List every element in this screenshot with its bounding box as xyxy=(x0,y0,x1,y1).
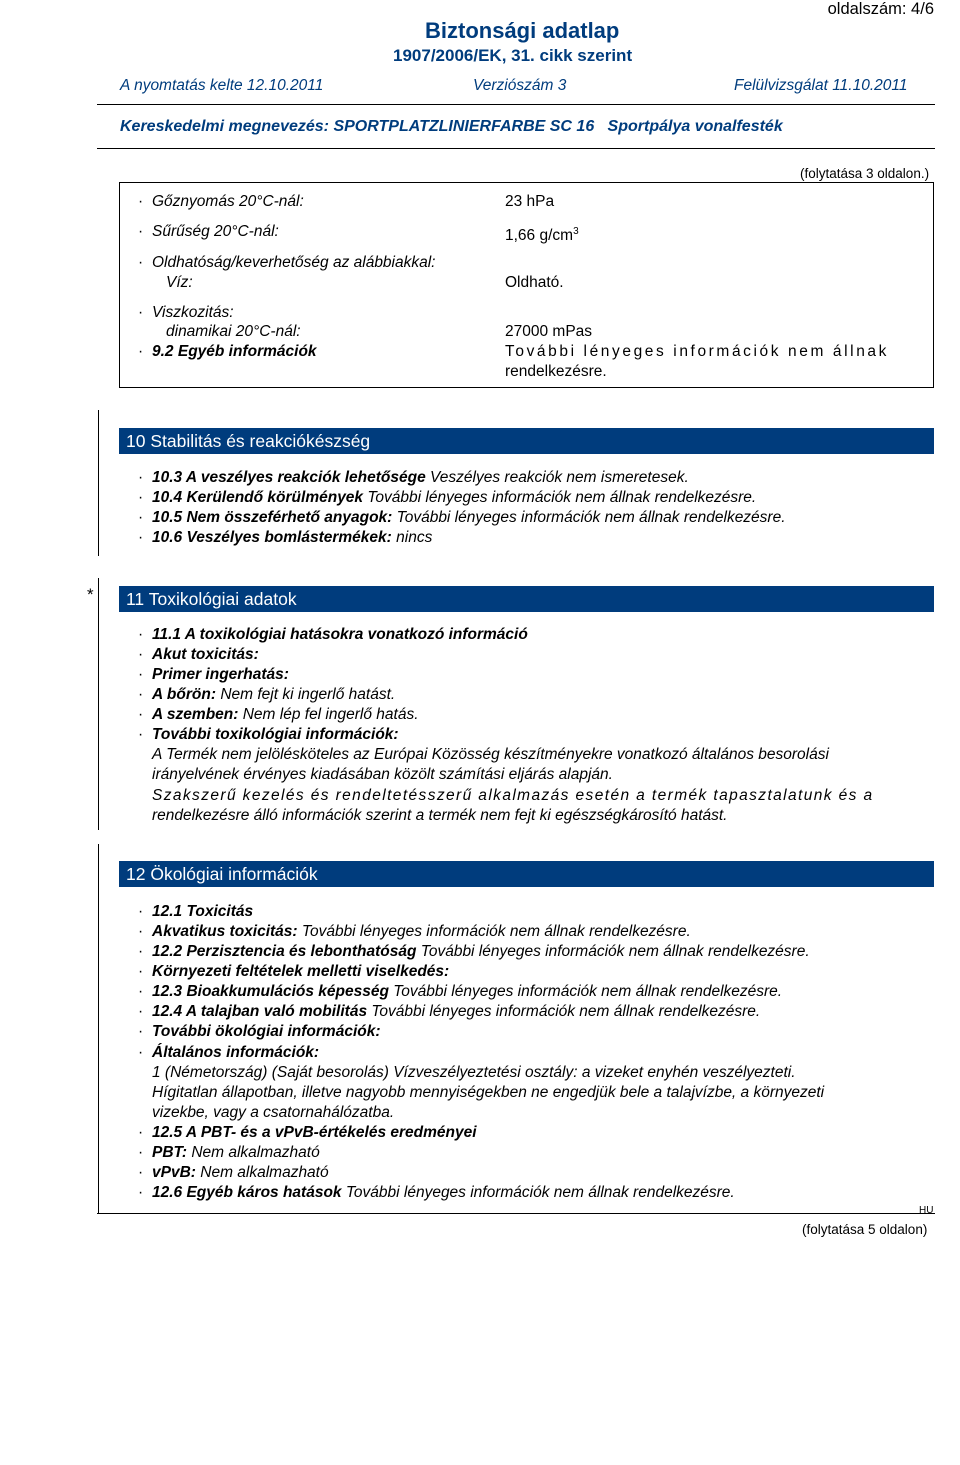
s10-l2-label: 10.4 Kerülendő körülmények xyxy=(152,489,364,506)
language-code: HU xyxy=(919,1205,934,1216)
s12-l12-value: További lényeges információk nem állnak rendelkezésre. xyxy=(345,1184,735,1201)
vapor-pressure-value: 23 hPa xyxy=(505,193,555,210)
section12-line-11: · vPvB: Nem alkalmazható xyxy=(138,1164,329,1181)
s12-l10-label: PBT: xyxy=(152,1144,188,1161)
s12-general-line3: vizekbe, vagy a csatornahálózatba. xyxy=(152,1104,395,1121)
density-label: Sűrűség 20°C-nál: xyxy=(152,223,279,240)
s12-l9: 12.5 A PBT- és a vPvB-értékelés eredményei xyxy=(152,1124,477,1141)
viscosity-row: · Viszkozitás: xyxy=(138,304,234,321)
s11-l4-value: Nem fejt ki ingerlő hatást. xyxy=(220,686,396,703)
other-info-row: · 9.2 Egyéb információk xyxy=(138,343,317,360)
s11-para2-line1: Szakszerű kezelés és rendeltetésszerű alkalmazás esetén a termék tapasztalatunk és a xyxy=(152,787,874,804)
s12-l4: Környezeti feltételek melletti viselkedés: xyxy=(152,963,450,980)
dynamic-viscosity-value: 27000 mPas xyxy=(505,323,593,340)
s12-l11-label: vPvB: xyxy=(152,1164,196,1181)
header-divider xyxy=(97,104,935,105)
other-info-value-1: További lényeges információk nem állnak xyxy=(505,343,889,360)
trade-name: Kereskedelmi megnevezés: SPORTPLATZLINIERFARBE SC 16 Sportpálya vonalfesték xyxy=(120,118,783,135)
section11-line-1: · 11.1 A toxikológiai hatásokra vonatkozó információ xyxy=(138,626,528,643)
footer-divider xyxy=(97,1213,935,1214)
s10-l4-value: nincs xyxy=(396,529,433,546)
version: Verziószám 3 xyxy=(473,77,567,94)
document-title: Biztonsági adatlap xyxy=(425,18,620,43)
trade-name-divider xyxy=(97,148,935,149)
s11-l4-label: A bőrön: xyxy=(152,686,216,703)
s12-l5-value: További lényeges információk nem állnak rendelkezésre. xyxy=(393,983,783,1000)
s12-l11-value: Nem alkalmazható xyxy=(200,1164,329,1181)
section10-margin-line xyxy=(98,410,99,556)
s12-l5-label: 12.3 Bioakkumulációs képesség xyxy=(152,983,389,1000)
s11-l3: Primer ingerhatás: xyxy=(152,666,289,683)
s10-l3-value: További lényeges információk nem állnak rendelkezésre. xyxy=(396,509,786,526)
section12-line-6: · 12.4 A talajban való mobilitás További lényeges információk nem állnak rendelkezésre. xyxy=(138,1003,761,1020)
section11-line-4: · A bőrön: Nem fejt ki ingerlő hatást. xyxy=(138,686,396,703)
water-label: Víz: xyxy=(166,274,193,291)
revision-marker: * xyxy=(87,585,94,604)
s12-general-line1: 1 (Németország) (Saját besorolás) Vízveszélyeztetési osztály: a vizeket enyhén veszélyezteti. xyxy=(152,1064,796,1081)
section12-line-10: · PBT: Nem alkalmazható xyxy=(138,1144,320,1161)
solubility-label: Oldhatóság/keverhetőség az alábbiakkal: xyxy=(152,254,436,271)
s10-l3-label: 10.5 Nem összeférhető anyagok: xyxy=(152,509,393,526)
section11-line-2: · Akut toxicitás: xyxy=(138,646,259,663)
section12-line-9: · 12.5 A PBT- és a vPvB-értékelés eredményei xyxy=(138,1124,477,1141)
density-row: · Sűrűség 20°C-nál: xyxy=(138,223,279,240)
s12-l3-label: 12.2 Perzisztencia és lebonthatóság xyxy=(152,943,417,960)
s12-l8: Általános információk: xyxy=(152,1044,320,1061)
water-value: Oldható. xyxy=(505,274,564,291)
s12-l3-value: További lényeges információk nem állnak rendelkezésre. xyxy=(420,943,810,960)
section11-line-3: · Primer ingerhatás: xyxy=(138,666,289,683)
print-date: A nyomtatás kelte 12.10.2011 xyxy=(120,77,324,94)
section12-line-2: · Akvatikus toxicitás: További lényeges információk nem állnak rendelkezésre. xyxy=(138,923,691,940)
viscosity-label: Viszkozitás: xyxy=(152,304,234,321)
s11-l2: Akut toxicitás: xyxy=(152,646,259,663)
s12-l7: További ökológiai információk: xyxy=(152,1023,381,1040)
s10-l2-value: További lényeges információk nem állnak rendelkezésre. xyxy=(367,489,757,506)
revision-date: Felülvizsgálat 11.10.2011 xyxy=(734,77,908,94)
section12-line-1: · 12.1 Toxicitás xyxy=(138,903,254,920)
s11-para1-line2: irányelvének érvényes kiadásában közölt számítási eljárás alapján. xyxy=(152,766,613,783)
section10-line-2: · 10.4 Kerülendő körülmények További lényeges információk nem állnak rendelkezésre. xyxy=(138,489,757,506)
other-info-label: 9.2 Egyéb információk xyxy=(152,343,317,360)
section12-line-7: · További ökológiai információk: xyxy=(138,1023,381,1040)
section12-margin-line xyxy=(98,844,99,1214)
s11-l5-label: A szemben: xyxy=(152,706,239,723)
section10-line-1: · 10.3 A veszélyes reakciók lehetősége Veszélyes reakciók nem ismeretesek. xyxy=(138,469,689,486)
s11-para2-line2: rendelkezésre álló információk szerint a termék nem fejt ki egészségkárosító hatást. xyxy=(152,807,728,824)
section12-line-5: · 12.3 Bioakkumulációs képesség További lényeges információk nem állnak rendelkezésre. xyxy=(138,983,783,1000)
s12-l2-label: Akvatikus toxicitás: xyxy=(152,923,298,940)
s11-l5-value: Nem lép fel ingerlő hatás. xyxy=(242,706,419,723)
section12-line-4: · Környezeti feltételek melletti viselkedés: xyxy=(138,963,450,980)
s12-l6-value: További lényeges információk nem állnak rendelkezésre. xyxy=(371,1003,761,1020)
section12-line-12: · 12.6 Egyéb káros hatások További lényeges információk nem állnak rendelkezésre. xyxy=(138,1184,735,1201)
continues-on: (folytatása 5 oldalon) xyxy=(802,1222,928,1237)
density-number: 1,66 g/cm xyxy=(505,227,574,245)
density-exponent: 3 xyxy=(573,226,579,237)
section12-heading: 12 Ökológiai információk xyxy=(119,861,934,887)
s10-l1-label: 10.3 A veszélyes reakciók lehetősége xyxy=(152,469,426,486)
s12-l12-label: 12.6 Egyéb káros hatások xyxy=(152,1184,342,1201)
s11-l1: 11.1 A toxikológiai hatásokra vonatkozó információ xyxy=(152,626,528,643)
s10-l1-value: Veszélyes reakciók nem ismeretesek. xyxy=(430,469,689,486)
section12-line-3: · 12.2 Perzisztencia és lebonthatóság További lényeges információk nem állnak rendelkezésre. xyxy=(138,943,810,960)
s12-l10-value: Nem alkalmazható xyxy=(191,1144,320,1161)
section10-line-3: · 10.5 Nem összeférhető anyagok: További lényeges információk nem állnak rendelkezésre. xyxy=(138,509,786,526)
section11-margin-line xyxy=(98,578,99,830)
s12-l1: 12.1 Toxicitás xyxy=(152,903,254,920)
density-value xyxy=(505,222,579,246)
document-subtitle: 1907/2006/EK, 31. cikk szerint xyxy=(393,46,633,65)
s11-l6: További toxikológiai információk: xyxy=(152,726,399,743)
page-number: oldalszám: 4/6 xyxy=(827,0,934,18)
s12-general-line2: Hígitatlan állapotban, illetve nagyobb mennyiségekben ne engedjük bele a talajvízbe, a környezeti xyxy=(152,1084,825,1101)
section10-heading: 10 Stabilitás és reakciókészség xyxy=(119,428,934,454)
section11-line-5: · A szemben: Nem lép fel ingerlő hatás. xyxy=(138,706,419,723)
section11-line-6: · További toxikológiai információk: xyxy=(138,726,399,743)
continued-from: (folytatása 3 oldalon.) xyxy=(800,166,930,181)
s12-l6-label: 12.4 A talajban való mobilitás xyxy=(152,1003,368,1020)
dynamic-viscosity-label: dinamikai 20°C-nál: xyxy=(166,323,301,340)
s10-l4-label: 10.6 Veszélyes bomlástermékek: xyxy=(152,529,392,546)
vapor-pressure-row: · Gőznyomás 20°C-nál: xyxy=(138,193,304,210)
section11-heading: 11 Toxikológiai adatok xyxy=(119,586,934,612)
s11-para1-line1: A Termék nem jelölésköteles az Európai Közösség készítményekre vonatkozó általános besorolási xyxy=(152,746,829,763)
solubility-row: · Oldhatóság/keverhetőség az alábbiakkal: xyxy=(138,254,436,271)
vapor-pressure-label: Gőznyomás 20°C-nál: xyxy=(152,193,304,210)
section10-line-4: · 10.6 Veszélyes bomlástermékek: nincs xyxy=(138,529,433,546)
other-info-value-2: rendelkezésre. xyxy=(505,363,607,380)
s12-l2-value: További lényeges információk nem állnak rendelkezésre. xyxy=(301,923,691,940)
section12-line-8: · Általános információk: xyxy=(138,1044,320,1061)
